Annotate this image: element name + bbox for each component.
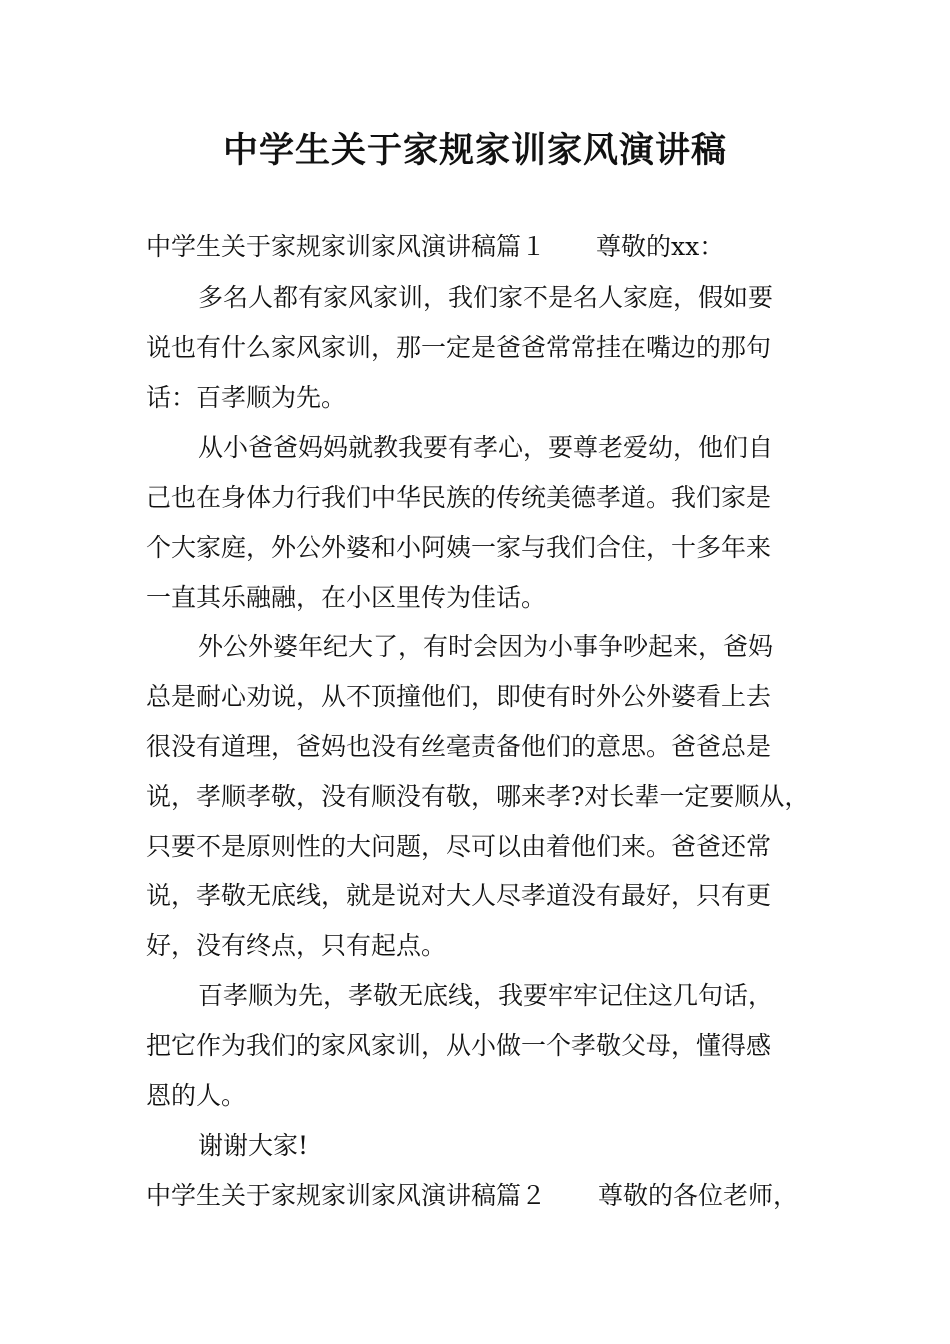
document-title: 中学生关于家规家训家风演讲稿	[222, 131, 727, 171]
paragraph-3-line-7: 好，没有终点，只有起点。	[146, 931, 447, 960]
section1-salutation: 尊敬的xx：	[596, 232, 725, 261]
closing-line: 谢谢大家!	[198, 1131, 309, 1160]
paragraph-4-line-3: 恩的人。	[146, 1081, 247, 1110]
paragraph-2-line-3: 个大家庭，外公外婆和小阿姨一家与我们合住，十多年来	[146, 533, 772, 562]
paragraph-2-line-1: 从小爸爸妈妈就教我要有孝心，要尊老爱幼，他们自	[198, 433, 774, 462]
paragraph-3-line-4: 说，孝顺孝敬，没有顺没有敬，哪来孝?对长辈一定要顺从，	[146, 782, 810, 811]
paragraph-1-line-2: 说也有什么家风家训，那一定是爸爸常常挂在嘴边的那句	[146, 333, 772, 362]
paragraph-2-line-2: 己也在身体力行我们中华民族的传统美德孝道。我们家是	[146, 483, 772, 512]
paragraph-3-line-1: 外公外婆年纪大了，有时会因为小事争吵起来，爸妈	[198, 632, 774, 661]
section2-heading: 中学生关于家规家训家风演讲稿篇２	[146, 1181, 547, 1210]
paragraph-1-line-1: 多名人都有家风家训，我们家不是名人家庭，假如要	[198, 283, 774, 312]
paragraph-4-line-2: 把它作为我们的家风家训，从小做一个孝敬父母，懂得感	[146, 1031, 772, 1060]
paragraph-1-line-3: 话：百孝顺为先。	[146, 383, 347, 412]
paragraph-3-line-2: 总是耐心劝说，从不顶撞他们，即使有时外公外婆看上去	[146, 682, 772, 711]
paragraph-3-line-6: 说，孝敬无底线，就是说对大人尽孝道没有最好，只有更	[146, 881, 772, 910]
section2-salutation: 尊敬的各位老师，	[598, 1181, 799, 1210]
paragraph-2-line-4: 一直其乐融融，在小区里传为佳话。	[146, 583, 547, 612]
section1-heading: 中学生关于家规家训家风演讲稿篇１	[146, 232, 547, 261]
paragraph-3-line-3: 很没有道理，爸妈也没有丝毫责备他们的意思。爸爸总是	[146, 732, 772, 761]
paragraph-4-line-1: 百孝顺为先，孝敬无底线，我要牢牢记住这几句话，	[198, 981, 774, 1010]
paragraph-3-line-5: 只要不是原则性的大问题，尽可以由着他们来。爸爸还常	[146, 832, 772, 861]
